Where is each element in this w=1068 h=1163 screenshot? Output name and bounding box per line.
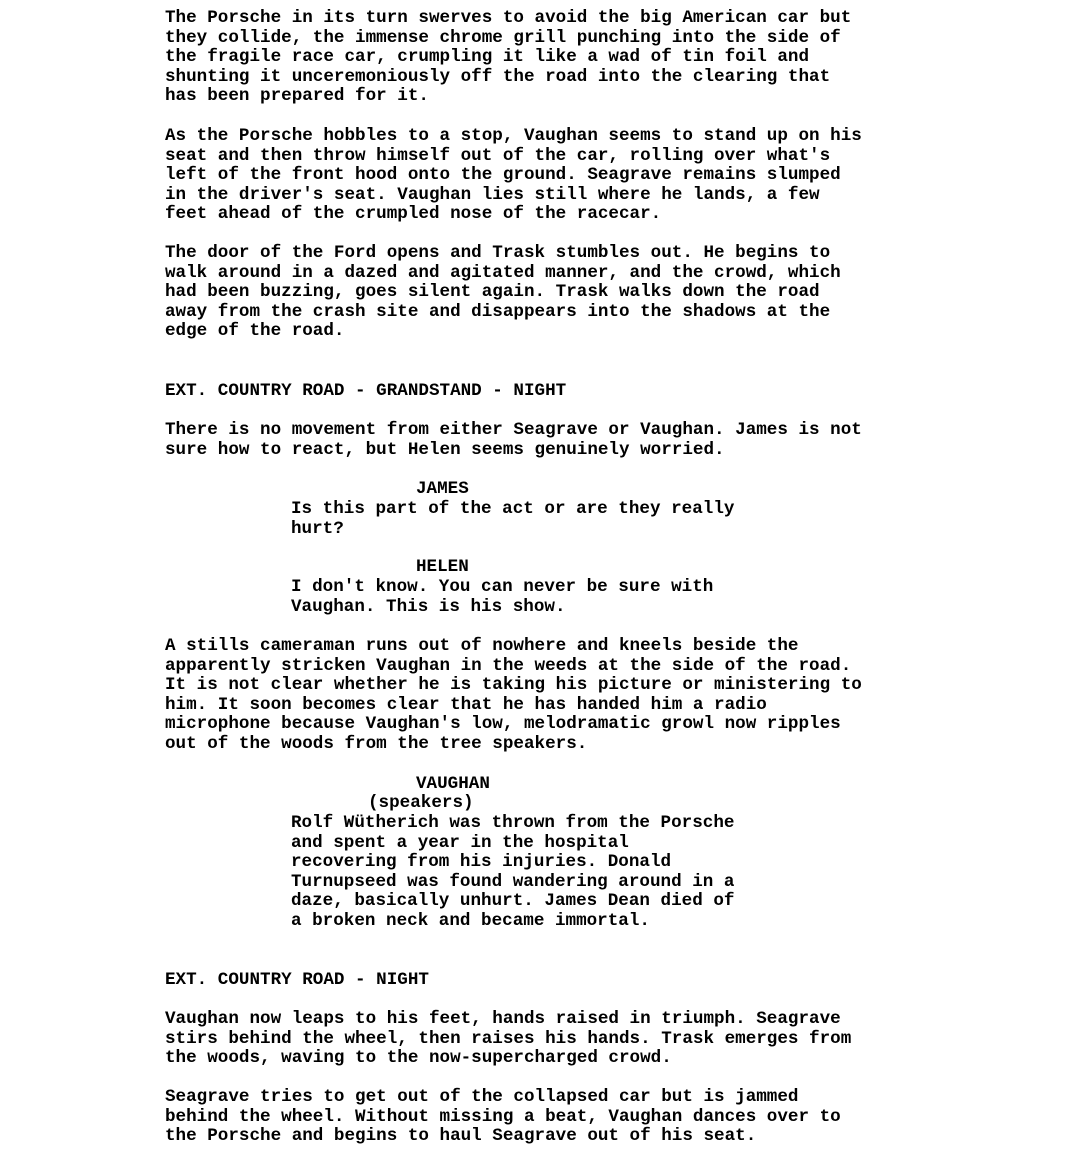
- scene-heading: EXT. COUNTRY ROAD - GRANDSTAND - NIGHT: [165, 381, 567, 401]
- action-paragraph: The Porsche in its turn swerves to avoid the big American car but they collide, the immense chrome grill punching into the side of the fragile race car, crumpling it like a wad of tin foil and shunting it unceremoniously off the road into the clearing that has been prepared for it.: [165, 8, 852, 107]
- action-paragraph: The door of the Ford opens and Trask stumbles out. He begins to walk around in a dazed and agitated manner, and the crowd, which had been buzzing, goes silent again. Trask walks down the road away from the crash site and disappears into the shadows at the edge of the road.: [165, 243, 841, 342]
- dialogue: Is this part of the act or are they really hurt?: [291, 499, 735, 539]
- dialogue: I don't know. You can never be sure with Vaughan. This is his show.: [291, 577, 714, 617]
- parenthetical: (speakers): [368, 793, 474, 813]
- action-paragraph: A stills cameraman runs out of nowhere and kneels beside the apparently stricken Vaughan in the weeds at the side of the road. It is not clear whether he is taking his picture or ministering to him. It soon becomes clear that he has handed him a radio microphone because Vaughan's low, melodramatic growl now ripples out of the woods from the tree speakers.: [165, 636, 862, 754]
- scene-heading: EXT. COUNTRY ROAD - NIGHT: [165, 970, 429, 990]
- action-paragraph: Seagrave tries to get out of the collapsed car but is jammed behind the wheel. Without missing a beat, Vaughan dances over to the Porsche and begins to haul Seagrave out of his seat.: [165, 1087, 841, 1147]
- dialogue: Rolf Wütherich was thrown from the Porsche and spent a year in the hospital recovering from his injuries. Donald Turnupseed was found wandering around in a daze, basically unhurt. James Dean died of a broken neck and became immortal.: [291, 813, 735, 931]
- action-paragraph: Vaughan now leaps to his feet, hands raised in triumph. Seagrave stirs behind the wheel, then raises his hands. Trask emerges from the woods, waving to the now-supercharged crowd.: [165, 1009, 852, 1069]
- character-name: JAMES: [416, 479, 469, 499]
- action-paragraph: As the Porsche hobbles to a stop, Vaughan seems to stand up on his seat and then throw himself out of the car, rolling over what's left of the front hood onto the ground. Seagrave remains slumped in the driver's seat. Vaughan lies still where he lands, a few feet ahead of the crumpled nose of the racecar.: [165, 126, 862, 225]
- character-name: VAUGHAN: [416, 774, 490, 794]
- character-name: HELEN: [416, 557, 469, 577]
- action-paragraph: There is no movement from either Seagrave or Vaughan. James is not sure how to react, but Helen seems genuinely worried.: [165, 420, 862, 460]
